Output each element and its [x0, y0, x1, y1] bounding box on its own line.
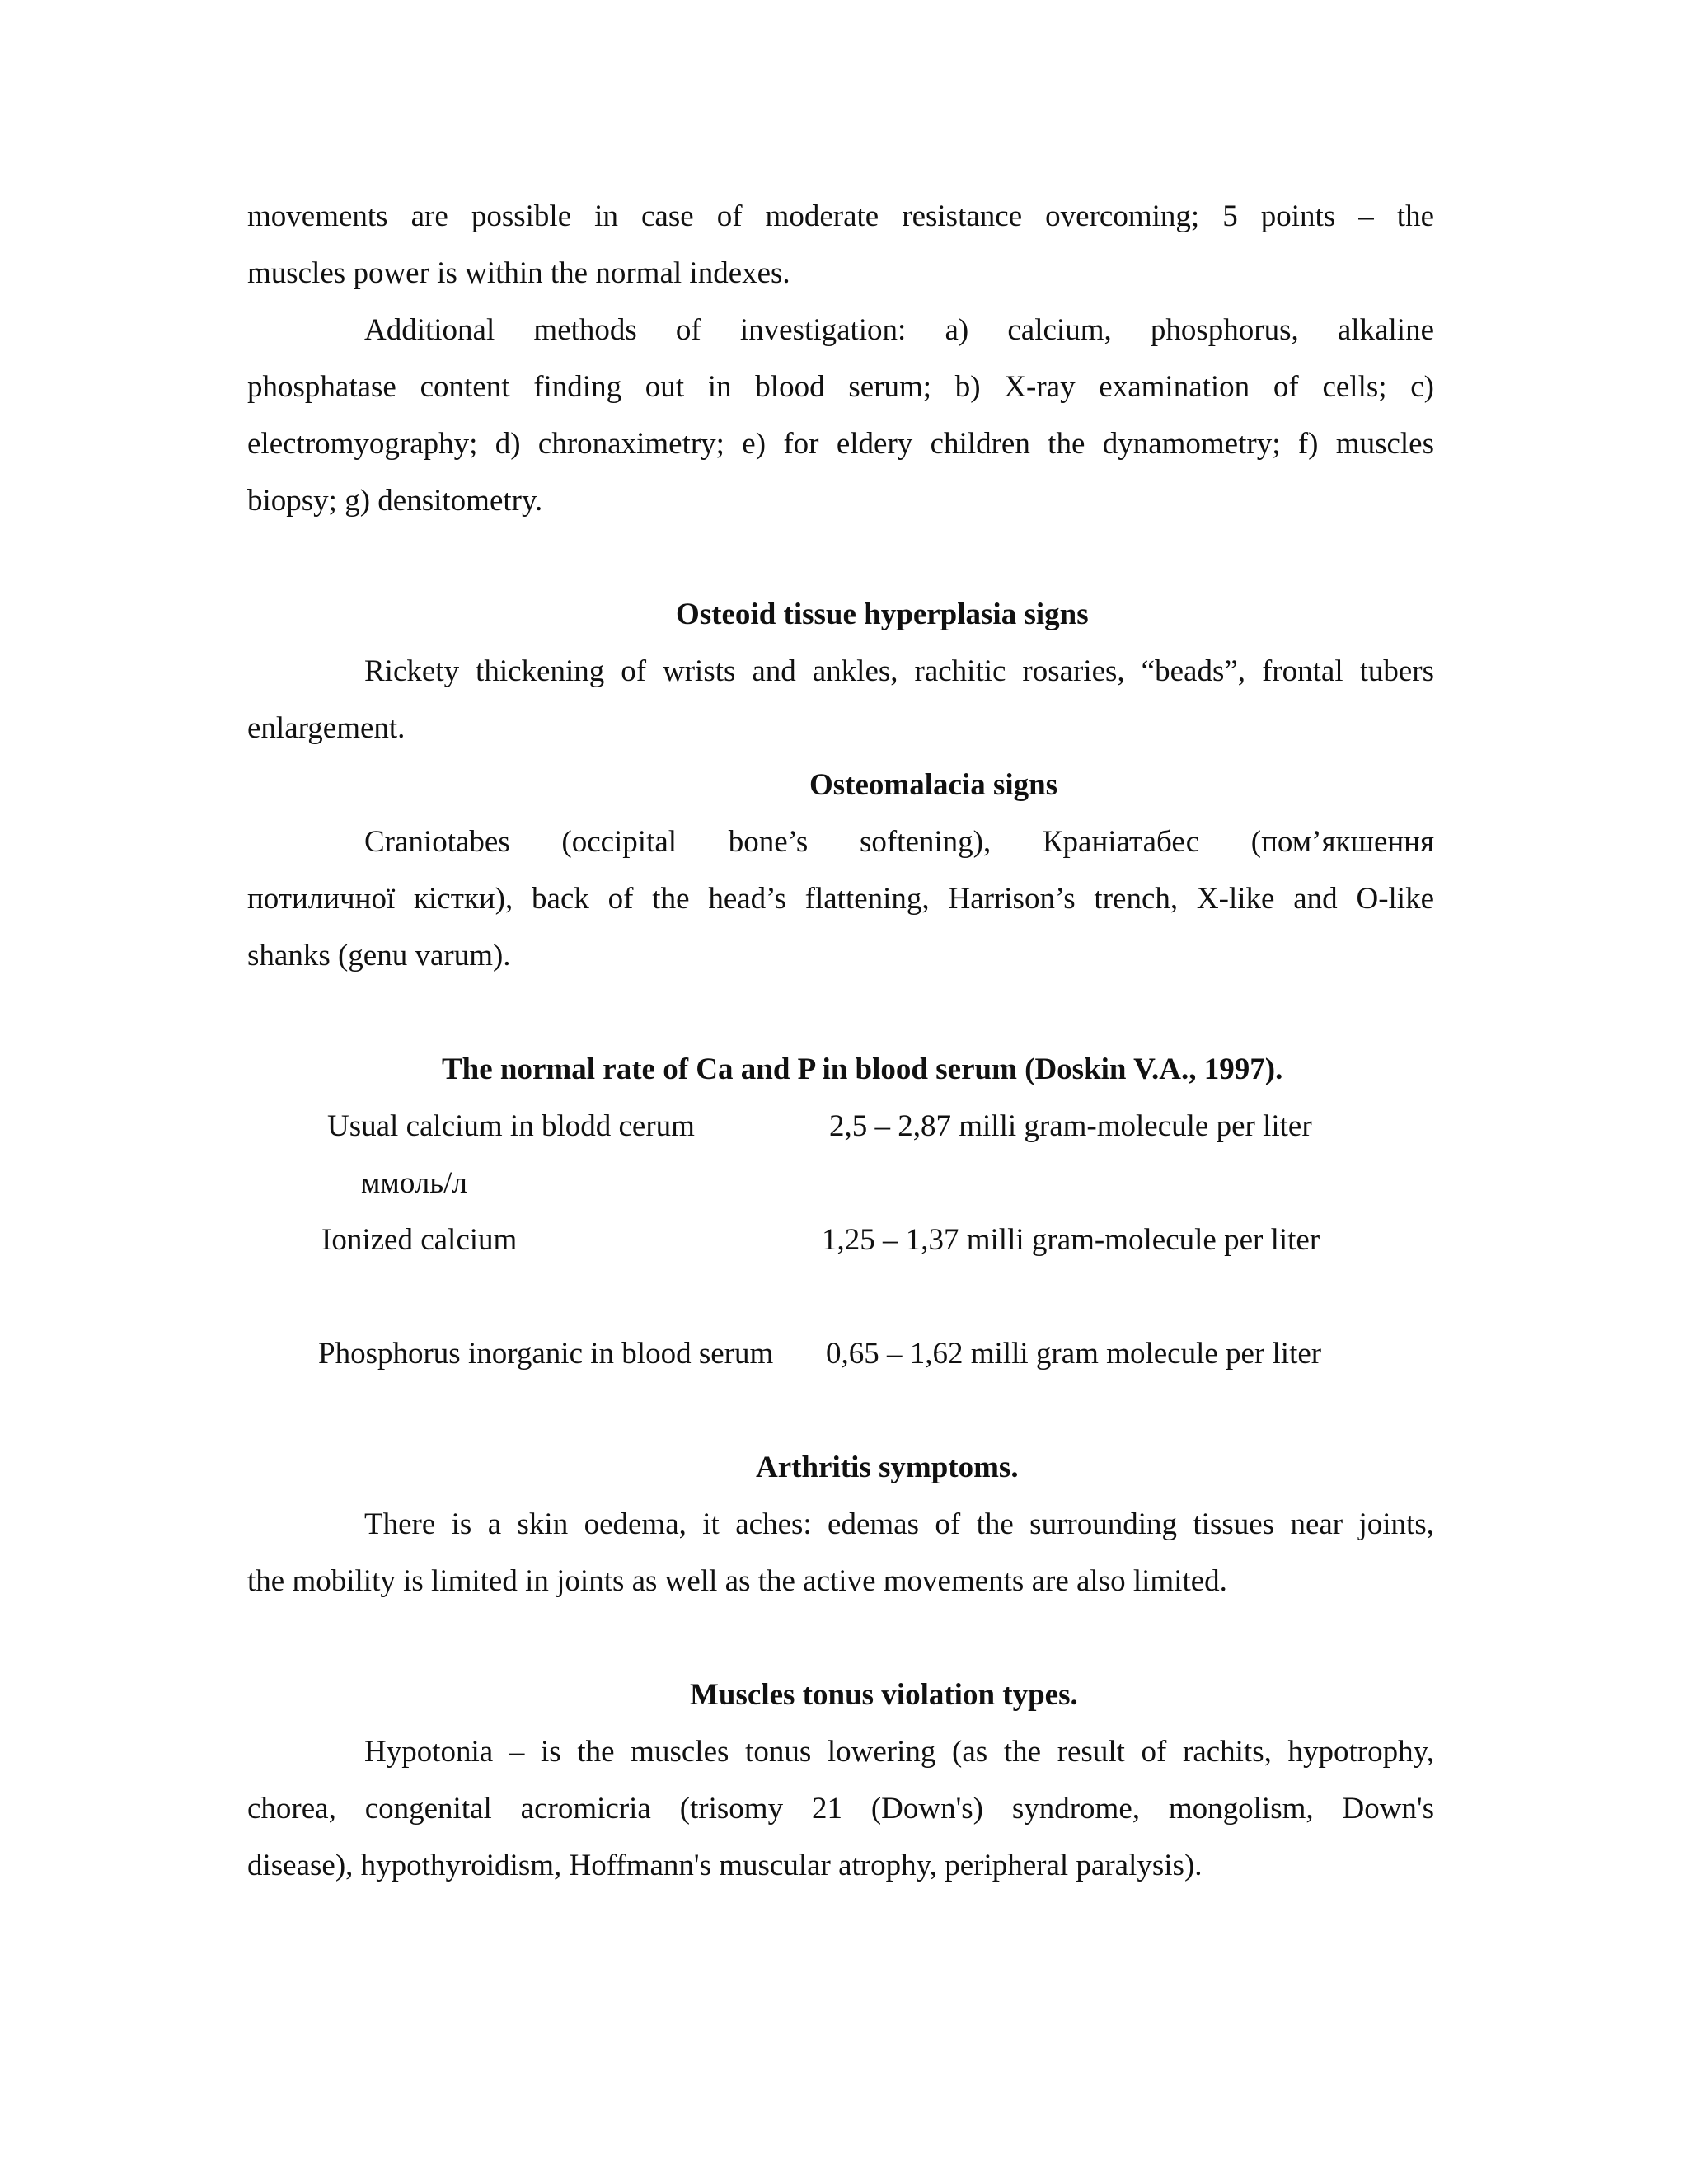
paragraph-line: the mobility is limited in joints as well as the active movements are also limited.: [247, 1564, 1227, 1598]
table-cell-value: 0,65 – 1,62 milli gram molecule per liter: [826, 1337, 1322, 1371]
table-cell-unit-note: ммоль/л: [361, 1166, 467, 1200]
section-heading-muscles: Muscles tonus violation types.: [690, 1678, 1078, 1712]
paragraph-line: потиличної кістки), back of the head’s flattening, Harrison’s trench, X-like and O-like: [247, 882, 1434, 916]
paragraph-line: shanks (genu varum).: [247, 939, 511, 972]
paragraph-line: Hypotonia – is the muscles tonus lowering (as the result of rachits, hypotrophy,: [364, 1735, 1434, 1769]
section-heading-arthritis: Arthritis symptoms.: [756, 1451, 1019, 1484]
section-heading-osteomalacia: Osteomalacia signs: [809, 768, 1058, 802]
section-heading-normal-rate: The normal rate of Ca and P in blood serum (Doskin V.A., 1997).: [442, 1052, 1283, 1086]
paragraph-line: phosphatase content finding out in blood serum; b) X-ray examination of cells; c): [247, 370, 1434, 404]
osteoid-paragraph: [247, 643, 1434, 757]
osteomalacia-paragraph: [247, 813, 1434, 984]
paragraph-line: chorea, congenital acromicria (trisomy 21 (Down's) syndrome, mongolism, Down's: [247, 1792, 1434, 1825]
paragraph-line: Rickety thickening of wrists and ankles, rachitic rosaries, “beads”, frontal tubers: [364, 654, 1434, 688]
paragraph-line: muscles power is within the normal indexes.: [247, 256, 790, 290]
paragraph-line: disease), hypothyroidism, Hoffmann's muscular atrophy, peripheral paralysis).: [247, 1849, 1203, 1882]
table-cell-label: Usual calcium in blodd cerum: [327, 1109, 695, 1143]
arthritis-paragraph: [247, 1496, 1434, 1610]
paragraph-line: There is a skin oedema, it aches: edemas of the surrounding tissues near joints,: [364, 1507, 1434, 1541]
intro-paragraph: [247, 188, 1434, 302]
table-cell-value: 1,25 – 1,37 milli gram-molecule per liter: [822, 1223, 1320, 1257]
table-cell-value: 2,5 – 2,87 milli gram-molecule per liter: [829, 1109, 1312, 1143]
paragraph-line: electromyography; d) chronaximetry; e) for eldery children the dynamometry; f) muscles: [247, 427, 1434, 461]
section-heading-osteoid: Osteoid tissue hyperplasia signs: [676, 598, 1089, 631]
paragraph-line: biopsy; g) densitometry.: [247, 484, 543, 518]
table-cell-label: Ionized calcium: [321, 1223, 518, 1257]
methods-paragraph: [247, 302, 1434, 529]
paragraph-line: Additional methods of investigation: a) calcium, phosphorus, alkaline: [364, 313, 1434, 347]
paragraph-line: Craniotabes (occipital bone’s softening), Краніатабес (пом’якшення: [364, 825, 1434, 859]
paragraph-line: enlargement.: [247, 711, 406, 745]
paragraph-line: movements are possible in case of moderate resistance overcoming; 5 points – the: [247, 199, 1434, 233]
table-cell-label: Phosphorus inorganic in blood serum: [318, 1337, 774, 1371]
muscles-paragraph: [247, 1723, 1434, 1894]
